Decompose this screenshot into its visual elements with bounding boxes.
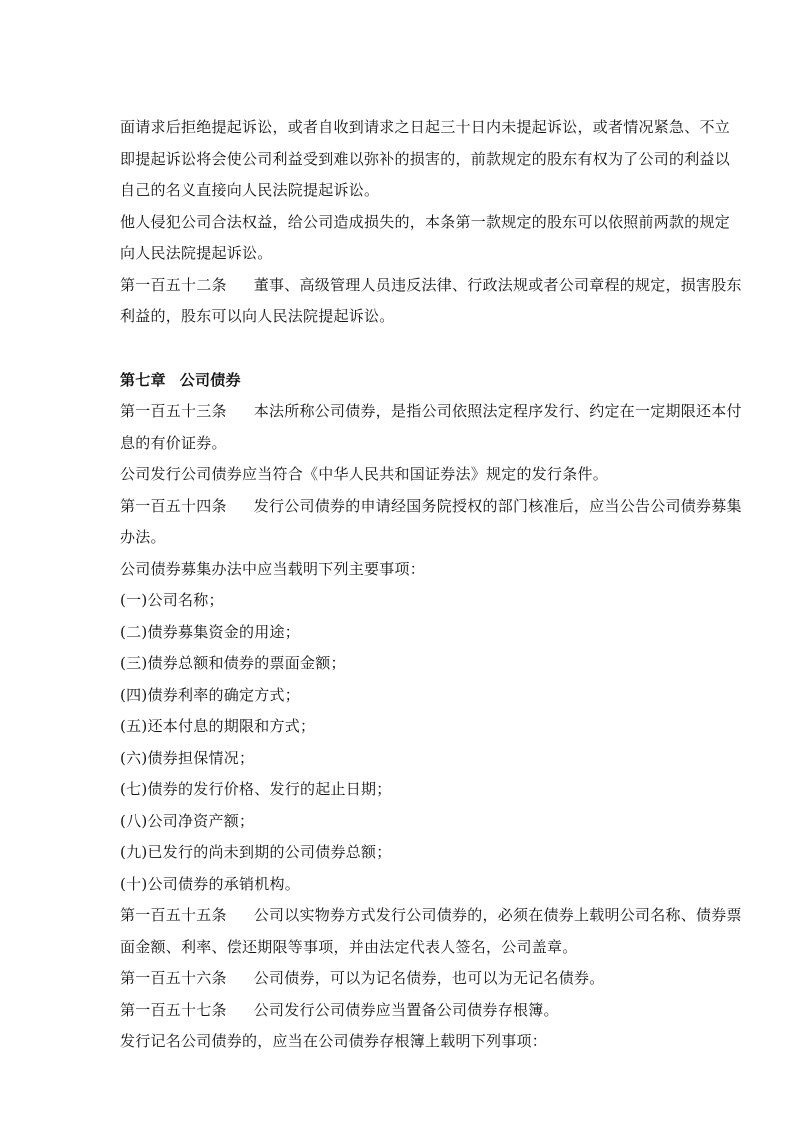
chapter-heading [120,365,698,397]
article-154-line-1 [120,491,742,523]
list-item: (八)公司净资产额； [120,811,255,830]
list-item: (一)公司名称； [120,591,224,609]
article-154-para-2: 公司债券募集办法中应当载明下列主要事项： [120,559,426,578]
chapter-number: 第七章 [120,370,166,389]
article-text: 公司债券，可以为记名债券，也可以为无记名债券。 [253,969,605,987]
article-156-line-1 [120,963,698,995]
body-text-line: 即提起诉讼将会使公司利益受到难以弥补的损害的，前款规定的股东有权为了公司的利益以 [120,149,731,168]
article-text: 董事、高级管理人员违反法律、行政法规或者公司章程的规定，损害股东 [253,275,742,294]
article-157-line-1 [120,995,698,1027]
article-number: 第一百五十四条 [120,496,227,515]
article-153-line-1 [120,396,742,428]
document-body [120,112,742,1058]
article-text: 本法所称公司债券，是指公司依照法定程序发行、约定在一定期限还本付 [253,402,742,420]
body-text-line: 面请求后拒绝提起诉讼，或者自收到请求之日起三十日内未提起诉讼，或者情况紧急、不立 [120,118,731,136]
article-number: 第一百五十五条 [120,906,227,924]
article-number: 第一百五十三条 [120,402,227,420]
article-152-line-2: 利益的，股东可以向人民法院提起诉讼。 [120,307,395,325]
article-text: 公司以实物券方式发行公司债券的，必须在债券上载明公司名称、债券票 [253,906,742,924]
list-item: (九)已发行的尚未到期的公司债券总额； [120,843,392,861]
article-153-line-2: 息的有价证券。 [120,433,227,452]
list-item: (三)债券总额和债券的票面金额； [120,654,346,672]
article-155-line-2: 面金额、利率、偿还期限等事项，并由法定代表人签名，公司盖章。 [120,937,578,956]
body-text-line: 自己的名义直接向人民法院提起诉讼。 [120,181,380,199]
article-number: 第一百五十七条 [120,1000,227,1019]
article-154-line-2: 办法。 [120,528,166,546]
article-152-line-1 [120,270,742,302]
article-153-para-2: 公司发行公司债券应当符合《中华人民共和国证券法》规定的发行条件。 [120,465,609,483]
section-gap [120,333,698,365]
body-text-line: 向人民法院提起诉讼。 [120,244,273,262]
article-155-line-1 [120,900,742,932]
article-number: 第一百五十二条 [120,275,227,294]
body-text-line: 他人侵犯公司合法权益，给公司造成损失的，本条第一款规定的股东可以依照前两款的规定 [120,212,731,231]
list-item: (十)公司债券的承销机构。 [120,874,300,893]
list-item: (二)债券募集资金的用途； [120,622,300,641]
list-item: (五)还本付息的期限和方式； [120,717,316,735]
chapter-title: 公司债券 [179,370,241,389]
article-157-para-2: 发行记名公司债券的，应当在公司债券存根簿上载明下列事项： [120,1032,548,1050]
list-item: (七)债券的发行价格、发行的起止日期； [120,780,392,798]
article-number: 第一百五十六条 [120,969,227,987]
article-text: 发行公司债券的申请经国务院授权的部门核准后，应当公告公司债券募集 [253,496,742,515]
article-text: 公司发行公司债券应当置备公司债券存根簿。 [253,1000,559,1019]
list-item: (四)债券利率的确定方式； [120,685,300,704]
list-item: (六)债券担保情况； [120,748,255,767]
